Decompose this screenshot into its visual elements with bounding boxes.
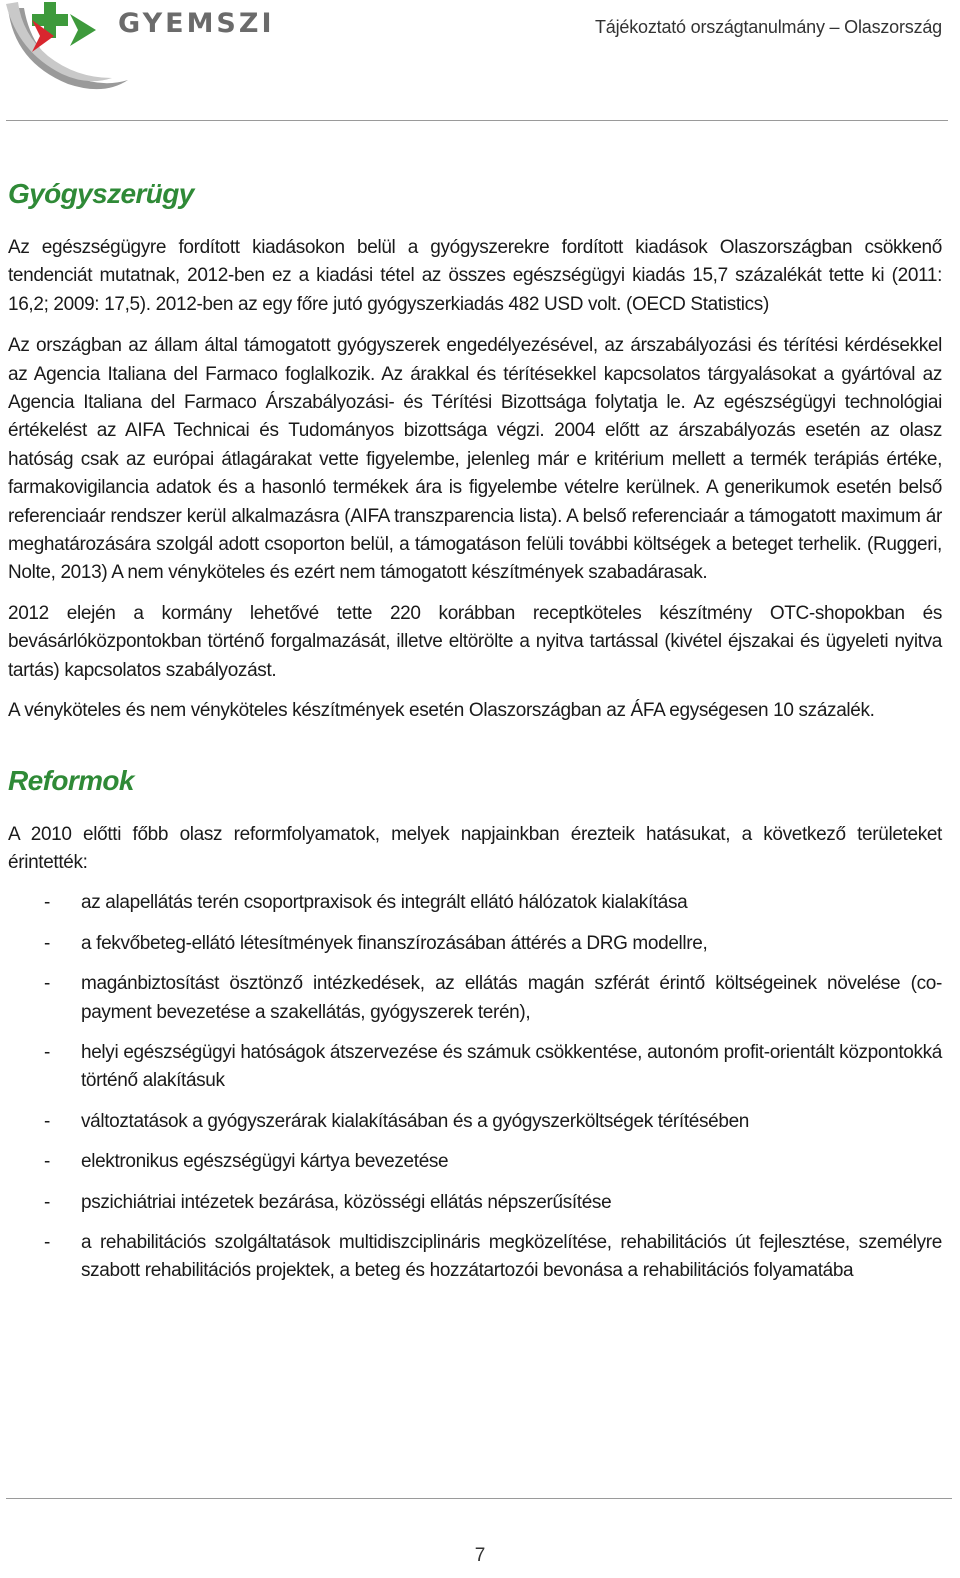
dash-bullet: - (44, 1110, 50, 1132)
paragraph: Az egészségügyre fordított kiadásokon belül a gyógyszerekre fordított kiadások Olaszországban csökkenő tendenciát mutatnak, 2012-ben ez a kiadási tétel az összes egészségügyi kiadás 15,7 százalékát tette ki (2011: 16,2; 2009: 17,5). 2012-ben az egy főre jutó gyógyszerkiadás 482 USD volt. (OECD Statistics) (8, 237, 942, 315)
paragraph: A 2010 előtti főbb olasz reformfolyamatok, melyek napjainkban érezteik hatásukat, a következő területeket érintették: (8, 823, 942, 873)
list-item-text: pszichiátriai intézetek bezárása, közösségi ellátás népszerűsítése (81, 1191, 612, 1213)
logo-text: GYEMSZI (118, 8, 275, 39)
dash-bullet: - (44, 1231, 50, 1253)
list-item-text: magánbiztosítást ösztönző intézkedések, az ellátás magán szférát érintő költségeinek növelése (co-payment bevezetése a szakellátás, gyógyszerek terén), (81, 973, 942, 1023)
reform-list (8, 889, 942, 1285)
list-item (8, 1148, 942, 1176)
paragraph: Az országban az állam által támogatott gyógyszerek engedélyezésével, az árszabályozási és térítési kérdésekkel az Agencia Italiana del Farmaco foglalkozik. Az árakkal és térítésekkel kapcsolatos tárgyalásokat a gyártóval az Agencia Italiana del Farmaco Árszabályozási- és Térítési Bizottsága folytatja le. Az egészségügyi technológiai értékelést az AIFA Technicai és Tudományos bizottsága végzi. 2004 előtt az árszabályozás esetén az olasz hatóság csak az európai átlagárakat vette figyelembe, jelenleg már e kritérium mellett a termék terápiás értéke, farmakovigilancia adatok és a hasonló termékek ára is figyelembe vételre kerülnek. A generikumok esetén belső referenciaár rendszer kerül alkalmazásra (AIFA transzparencia lista). A belső referenciaár a támogatott maximum ár meghatározására szolgál adott csoporton belül, a támogatáson felüli további költségek a beteget terhelik. (Ruggeri, Nolte, 2013) A nem vényköteles és ezért nem támogatott készítmények szabadárasak. (8, 335, 942, 584)
dash-bullet: - (44, 932, 50, 954)
logo-cross-green (32, 2, 68, 38)
list-item (8, 1189, 942, 1217)
list-item (8, 1039, 942, 1096)
list-item (8, 1229, 942, 1286)
header-divider (6, 120, 948, 121)
list-item-text: a fekvőbeteg-ellátó létesítmények finanszírozásában áttérés a DRG modellre, (81, 932, 708, 954)
paragraph: A vényköteles és nem vényköteles készítmények esetén Olaszországban az ÁFA egységesen 10 százalék. (8, 700, 875, 722)
list-item-text: a rehabilitációs szolgáltatások multidiszciplináris megközelítése, rehabilitációs út fejlesztése, személyre szabott rehabilitációs projektek, a beteg és hozzátartozói bevonása a rehabilitációs folyamatába (81, 1231, 942, 1282)
list-item-text: az alapellátás terén csoportpraxisok és integrált ellátó hálózatok kialakítása (81, 892, 688, 914)
dash-bullet: - (44, 892, 50, 914)
logo-arrow-green (70, 14, 96, 46)
page-number: 7 (474, 1545, 486, 1566)
list-item (8, 889, 942, 917)
page-content (8, 172, 942, 1298)
dash-bullet: - (44, 1191, 50, 1213)
dash-bullet: - (44, 1151, 50, 1173)
page-header (0, 0, 960, 122)
paragraph: 2012 elején a kormány lehetővé tette 220 korábban receptköteles készítmény OTC-shopokban és bevásárlóközpontokban történő forgalmazását, illetve eltörölte a nyitva tartással (kivétel éjszakai és ügyeleti nyitva tartás) kapcsolatos szabályozást. (8, 602, 942, 681)
list-item-text: helyi egészségügyi hatóságok átszervezése és számuk csökkentése, autonóm profit-orientált központokká történő alakításuk (81, 1041, 942, 1092)
section-title-gyogyszerugy: Gyógyszerügy (8, 178, 194, 209)
list-item (8, 1108, 942, 1136)
list-item (8, 930, 942, 958)
list-item-text: változtatások a gyógyszerárak kialakításában és a gyógyszerköltségek térítésében (81, 1110, 749, 1132)
dash-bullet: - (44, 973, 50, 995)
header-title: Tájékoztató országtanulmány – Olaszország (595, 17, 942, 37)
dash-bullet: - (44, 1041, 50, 1063)
section-title-reformok: Reformok (8, 764, 134, 796)
footer-divider (6, 1498, 952, 1499)
list-item (8, 970, 942, 1027)
list-item-text: elektronikus egészségügyi kártya bevezetése (81, 1151, 449, 1173)
